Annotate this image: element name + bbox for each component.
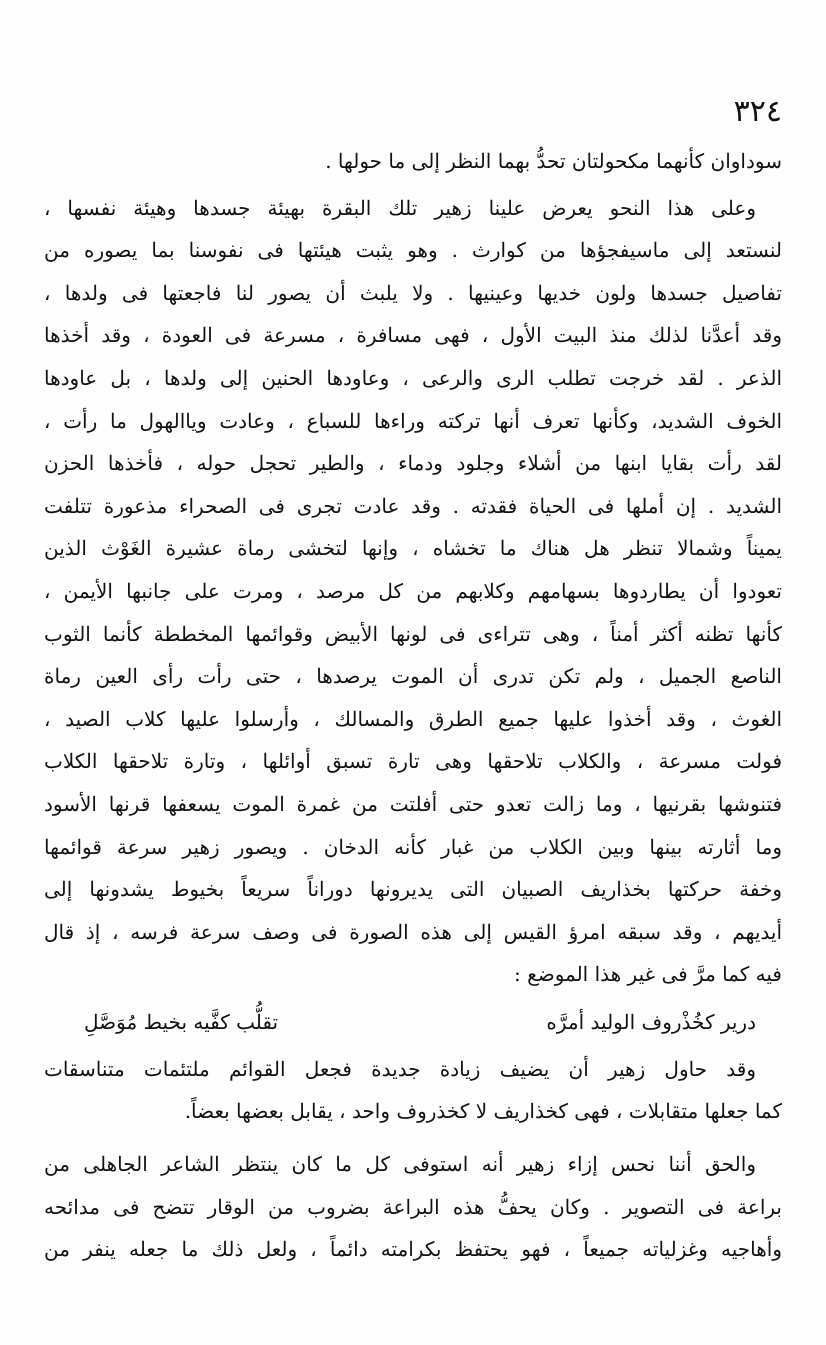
text-line: وخفة حركتها بخذاريف الصبيان التى يديرونها دوراناً سريعاً بخيوط يشدونها إلى [44, 877, 782, 902]
poetry-verse [44, 996, 782, 1048]
text-line: لنستعد إلى ماسيفجؤها من كوارث . وهو يثبت هيئتها فى نفوسنا بما يصوره من [44, 238, 782, 263]
text-line: براعة فى التصوير . وكان يحفُّ هذه البراعة بضروب من الوقار تتضح فى مدائحه [44, 1194, 782, 1219]
text-line: والحق أننا نحس إزاء زهير أنه استوفى كل ما كان ينتظر الشاعر الجاهلى من [44, 1152, 756, 1177]
text-line: كما جعلها متقابلات ، فهى كخذاريف لا كخذروف واحد ، يقابل بعضها بعضاً. [184, 1099, 782, 1124]
text-line: وعلى هذا النحو يعرض علينا زهير تلك البقرة بهيئة جسدها وهيئة نفسها ، [44, 195, 756, 220]
text-line: وقد أعدَّنا لذلك منذ البيت الأول ، فهى مسافرة ، مسرعة فى العودة ، وقد أخذها [44, 323, 782, 348]
verse-second-hemistich: تقلُّب كفَّيه بخيط مُوَصَّلِ [84, 1009, 279, 1034]
text-line: كأنها تظنه أكثر أمناً ، وهى تتراءى فى لونها الأبيض وقوائمها المخططة كأنما الثوب [44, 621, 782, 646]
text-line: وقد حاول زهير أن يضيف زيادة جديدة فجعل القوائم ملتئمات متناسقات [44, 1056, 756, 1081]
text-line: يميناً وشمالا تنظر هل هناك ما تخشاه ، وإنها لتخشى رماة عشيرة الغَوْث الذين [44, 536, 782, 561]
text-line: الشديد . إن أملها فى الحياة فقدته . وقد عادت تجرى فى الصحراء مذعورة تتلفت [44, 493, 782, 518]
text-line: لقد رأت بقايا ابنها من أشلاء وجلود ودماء ، والطير تحجل حوله ، فأخذها الحزن [44, 451, 782, 476]
text-line: الناصع الجميل ، ولم تكن تدرى أن الموت يرصدها ، حتى رأت رأى العين رماة [44, 664, 782, 689]
text-line: الخوف الشديد، وكأنها تعرف أنها تركته وراءها للسباع ، وعادت وياالهول ما رأت ، [44, 408, 782, 433]
text-line: وما أثارته بينها وبين الكلاب من غبار كأنه الدخان . ويصور زهير سرعة قوائمها [44, 834, 782, 859]
text-line: الذعر . لقد خرجت تطلب الرى والرعى ، وعاودها الحنين إلى ولدها ، بل عاودها [44, 365, 782, 390]
text-line: وأهاجيه وغزلياته جميعاً ، فهو يحتفظ بكرامته دائماً ، ولعل ذلك ما جعله ينفر من [44, 1237, 782, 1262]
text-line: فيه كما مرَّ فى غير هذا الموضع : [513, 962, 782, 987]
text-line: أيديهم ، وقد سبقه امرؤ القيس إلى هذه الصورة فى وصف سرعة فرسه ، إذ قال [44, 919, 782, 944]
text-line: فولت مسرعة ، والكلاب تلاحقها وهى تارة تسبق أوائلها ، وتارة تلاحقها الكلاب [44, 749, 782, 774]
text-line: فتنوشها بقرنيها ، وما زالت تعدو حتى أفلتت من غمرة الموت يسعفها قرنها الأسود [44, 791, 782, 816]
page-number: ٣٢٤ [733, 94, 782, 129]
text-line: الغوث ، وقد أخذوا عليها جميع الطرق والمسالك ، وأرسلوا عليها كلاب الصيد ، [44, 706, 782, 731]
text-line: تعودوا أن يطاردوها بسهامهم وكلابهم من كل مرصد ، ومرت على جانبها الأيمن ، [44, 578, 782, 603]
verse-first-hemistich: درير كخُذْروف الوليد أمرَّه [546, 1009, 756, 1034]
body-text [44, 140, 782, 1271]
text-line: تفاصيل جسدها ولون خديها وعينيها . ولا يلبث أن يصور لنا فاجعتها فى ولدها ، [44, 280, 782, 305]
text-line: سوداوان كأنهما مكحولتان تحدُّ بهما النظر إلى ما حولها . [325, 149, 782, 173]
